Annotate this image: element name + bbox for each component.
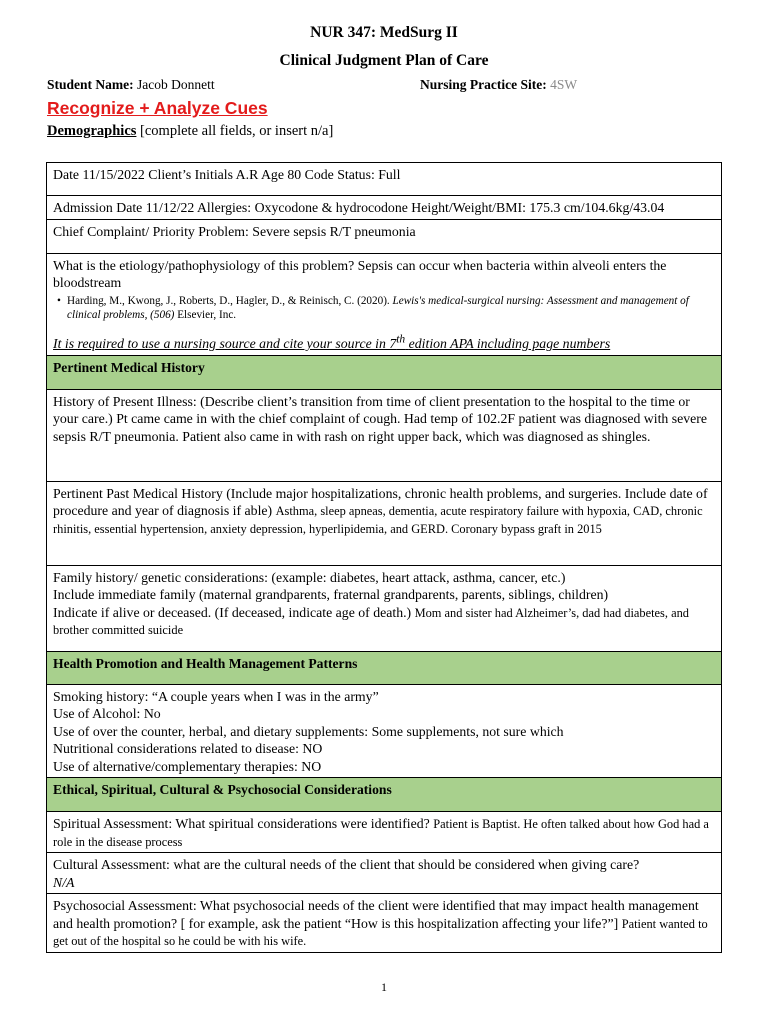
- alcohol-use: Use of Alcohol: No: [53, 706, 161, 722]
- family-question-2: Include immediate family (maternal grandparents, fraternal grandparents, parents, siblings, children): [53, 587, 609, 603]
- document-title: Clinical Judgment Plan of Care: [279, 52, 489, 69]
- practice-site-value: 4SW: [550, 77, 578, 92]
- demographics-line: [47, 123, 333, 140]
- table-row: [47, 853, 722, 894]
- page-number: 1: [381, 980, 387, 994]
- psychosocial-question: Psychosocial Assessment: What psychosocial needs of the client were identified that may impact health management and health promotion? [ for example, ask the patient “How is this hospitalization affecting your life?”]: [53, 898, 699, 931]
- date-row-cell: Date 11/15/2022 Client’s Initials A.R Age 80 Code Status: Full: [47, 163, 722, 196]
- pmh-question: Pertinent Past Medical History (Include major hospitalizations, chronic health problems, and surgeries. Include date of procedure and year of diagnosis if able): [53, 485, 708, 519]
- student-name-line: [47, 77, 215, 93]
- medical-history-header: Pertinent Medical History: [47, 355, 722, 389]
- section-heading: Recognize + Analyze Cues: [47, 98, 268, 118]
- cultural-question: Cultural Assessment: what are the cultural needs of the client that should be considered when giving care?: [53, 857, 640, 873]
- table-row: [47, 684, 722, 778]
- table-row: [47, 565, 722, 651]
- present-illness-cell: History of Present Illness: (Describe client’s transition from time of client presentation to the hospital to the time or your care.) Pt came came in with the chief complaint of cough. Had temp of 102.2F patient was diagnosed with severe sepsis R/T pneumonia. Patient also came in with rash on right upper back, which was diagnosed as shingles.: [47, 389, 722, 481]
- table-row: [47, 355, 722, 389]
- table-row: [47, 778, 722, 812]
- demographics-label: Demographics: [47, 123, 137, 139]
- course-title: NUR 347: MedSurg II: [310, 24, 458, 41]
- table-row: [47, 196, 722, 220]
- practice-site-label: Nursing Practice Site:: [420, 77, 547, 92]
- ethical-header: Ethical, Spiritual, Cultural & Psychosocial Considerations: [47, 778, 722, 812]
- spiritual-answer: Patient is Baptist. He often talked about how God had a role in the disease process: [53, 817, 709, 849]
- citation: [53, 294, 715, 322]
- demographics-note: [complete all fields, or insert n/a]: [140, 123, 334, 139]
- admission-row-cell: Admission Date 11/12/22 Allergies: Oxycodone & hydrocodone Height/Weight/BMI: 175.3 cm/104.6kg/43.04: [47, 196, 722, 220]
- family-answer: Mom and sister had Alzheimer’s, dad had diabetes, and brother committed suicide: [53, 605, 689, 638]
- citation-publisher: Elsevier, Inc.: [177, 308, 237, 321]
- care-plan-table: [46, 162, 722, 953]
- etiology-question: What is the etiology/pathophysiology of this problem?: [53, 257, 355, 273]
- spiritual-assessment-cell: [47, 812, 722, 853]
- student-name-value: Jacob Donnett: [137, 77, 215, 92]
- citation-requirement: It is required to use a nursing source and cite your source in 7th edition APA including page numbers: [53, 333, 611, 352]
- otc-supplements: Use of over the counter, herbal, and dietary supplements: Some supplements, not sure which: [53, 723, 564, 739]
- psychosocial-assessment-cell: [47, 894, 722, 953]
- table-row: [47, 481, 722, 565]
- health-patterns-cell: [47, 684, 722, 778]
- table-row: [47, 253, 722, 355]
- cultural-assessment-cell: [47, 853, 722, 894]
- cultural-answer: N/A: [53, 874, 75, 890]
- past-medical-history-cell: [47, 481, 722, 565]
- table-row: [47, 894, 722, 953]
- spiritual-question: Spiritual Assessment: What spiritual considerations were identified?: [53, 816, 430, 832]
- health-promotion-header: Health Promotion and Health Management Patterns: [47, 651, 722, 684]
- smoking-history: Smoking history: “A couple years when I was in the army”: [53, 688, 379, 704]
- table-row: [47, 651, 722, 684]
- etiology-cell: [47, 253, 722, 355]
- citation-title: Lewis's medical-surgical nursing: Assessment and management of clinical problems, (506): [67, 294, 689, 321]
- citation-authors: Harding, M., Kwong, J., Roberts, D., Hagler, D., & Reinisch, C. (2020).: [67, 294, 390, 307]
- family-question-3-line: [53, 604, 715, 639]
- psychosocial-answer: Patient wanted to get out of the hospital so he could be with his wife.: [53, 916, 708, 949]
- table-row: [47, 163, 722, 196]
- student-name-label: Student Name:: [47, 77, 134, 92]
- etiology-text: [53, 257, 715, 292]
- table-row: [47, 219, 722, 253]
- pmh-answer: Asthma, sleep apneas, dementia, acute respiratory failure with hypoxia, CAD, chronic rhinitis, essential hypertension, anxiety depression, hyperlipidemia, and GERD. Coronary bypass graft in 2015: [53, 504, 703, 536]
- family-history-cell: [47, 565, 722, 651]
- chief-complaint-cell: Chief Complaint/ Priority Problem: Severe sepsis R/T pneumonia: [47, 219, 722, 253]
- nutritional-considerations: Nutritional considerations related to disease: NO: [53, 741, 323, 757]
- table-row: [47, 389, 722, 481]
- alternative-therapies: Use of alternative/complementary therapies: NO: [53, 758, 322, 774]
- family-question-1: Family history/ genetic considerations: (example: diabetes, heart attack, asthma, cancer, etc.): [53, 569, 566, 585]
- practice-site-line: [420, 77, 577, 93]
- family-question-3: Indicate if alive or deceased. (If deceased, indicate age of death.): [53, 604, 412, 620]
- bullet-icon: •: [57, 294, 61, 307]
- table-row: [47, 812, 722, 853]
- etiology-answer: Sepsis can occur when bacteria within alveoli enters the bloodstream: [53, 257, 667, 290]
